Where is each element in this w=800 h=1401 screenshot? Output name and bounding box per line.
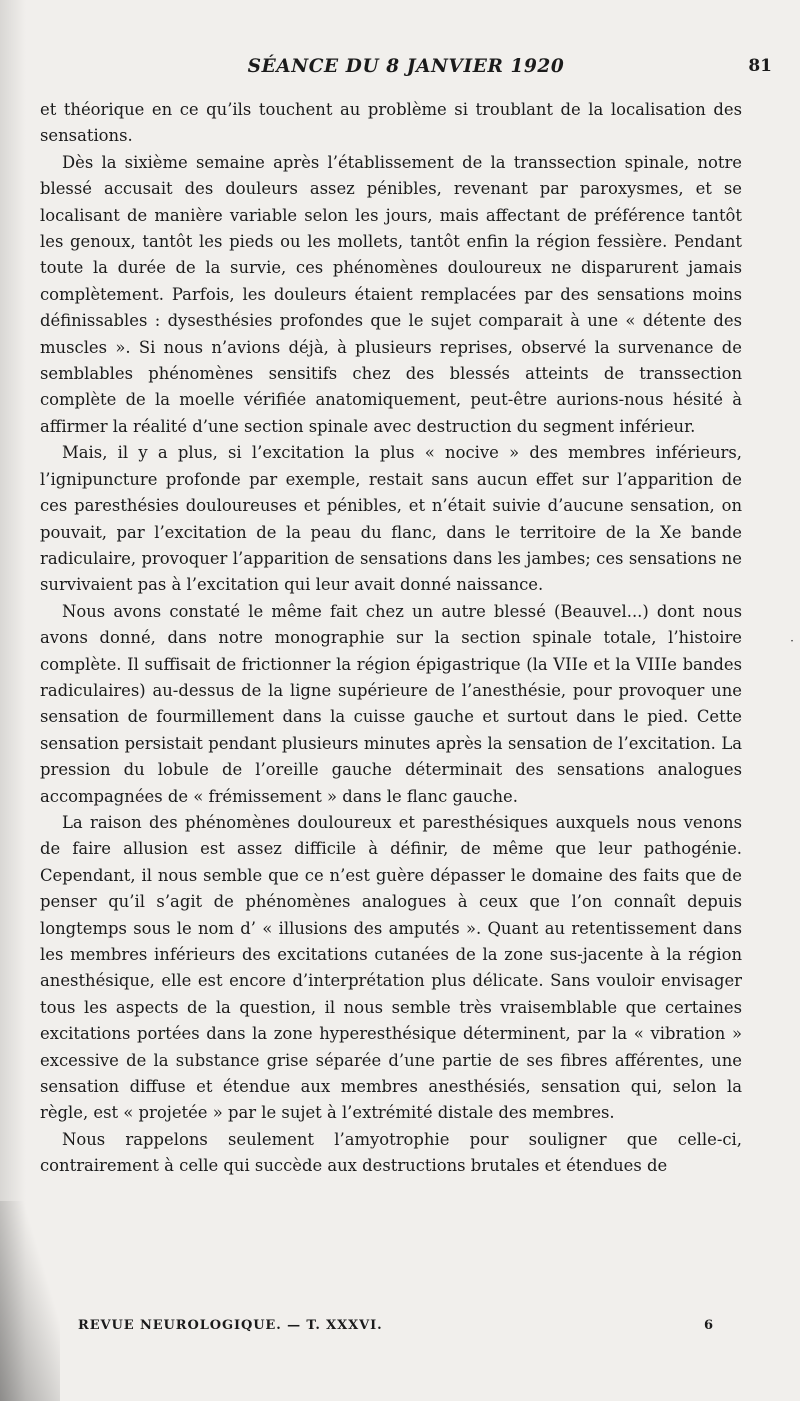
running-header (40, 56, 772, 84)
page-number: 81 (748, 56, 772, 76)
paragraph-continuation: et théorique en ce qu’ils touchent au problème si troublant de la localisation des sensations. (40, 100, 742, 146)
paragraph: Mais, il y a plus, si l’excitation la plus « nocive » des membres inférieurs, l’ignipuncture profonde par exemple, restait sans aucun effet sur l’apparition de ces paresthésies douloureuses et pénibles, et n’était suivie d’aucune sensation, on pouvait, par l’excitation de la peau du flanc, dans le territoire de la Xe bande radiculaire, provoquer l’apparition de sensations dans les jambes; ces sensations ne survivaient pas à l’excitation qui leur avait donné naissance. (40, 443, 742, 595)
paragraph: Dès la sixième semaine après l’établissement de la transsection spinale, notre blessé accusait des douleurs assez pénibles, revenant par paroxysmes, et se localisant de manière variable selon les jours, mais affectant de préférence tantôt les genoux, tantôt les pieds ou les mollets, tantôt enfin la région fessière. Pendant toute la durée de la survie, ces phénomènes douloureux ne disparurent jamais complètement. Parfois, les douleurs étaient remplacées par des sensations moins définissables : dysesthésies profondes que le sujet comparait à une « détente des muscles ». Si nous n’avions déjà, à plusieurs reprises, observé la survenance de semblables phénomènes sensitifs chez des blessés atteints de transsection complète de la moelle vérifiée anatomiquement, peut-être aurions-nous hésité à affirmer la réalité d’une section spinale avec destruction du segment inférieur. (40, 152, 742, 436)
body-text (40, 97, 742, 1180)
paragraph: La raison des phénomènes douloureux et paresthésiques auxquels nous venons de faire allusion est assez difficile à définir, de même que leur pathogénie. Cependant, il nous semble que ce n’est guère dépasser le domaine des faits que de penser qu’il s’agit de phénomènes analogues à ceux que l’on connaît depuis longtemps sous le nom d’ « illusions des amputés ». Quant au retentissement dans les membres inférieurs des excitations cutanées de la zone sus-jacente à la région anesthésique, elle est encore d’interprétation plus délicate. Sans vouloir envisager tous les aspects de la question, il nous semble très vraisemblable que certaines excitations portées dans la zone hyperesthésique déterminent, par la « vibration » excessive de la substance grise séparée d’une partie de ses fibres afférentes, une sensation diffuse et étendue aux membres anesthésiés, sensation qui, selon la règle, est « projetée » par le sujet à l’extrémité distale des membres. (40, 812, 742, 1123)
page-footer (78, 1318, 714, 1340)
sheet-signature: 6 (704, 1318, 714, 1333)
margin-dot: · (790, 634, 794, 648)
journal-signature: REVUE NEUROLOGIQUE. — T. XXXVI. (78, 1318, 383, 1333)
paragraph: Nous avons constaté le même fait chez un autre blessé (Beauvel...) dont nous avons donné, dans notre monographie sur la section spinale totale, l’histoire complète. Il suffisait de frictionner la région épigastrique (la VIIe et la VIIIe bandes radiculaires) au-dessus de la ligne supérieure de l’anesthésie, pour provoquer une sensation de fourmillement dans la cuisse gauche et surtout dans le pied. Cette sensation persistait pendant plusieurs minutes après la sensation de l’excitation. La pression du lobule de l’oreille gauche déterminait des sensations analogues accompagnées de « frémissement » dans le flanc gauche. (40, 601, 742, 806)
paragraph: Nous rappelons seulement l’amyotrophie pour souligner que celle-ci, contrairement à celle qui succède aux destructions brutales et étendues de (40, 1129, 742, 1176)
running-title: SÉANCE DU 8 JANVIER 1920 (247, 56, 565, 77)
